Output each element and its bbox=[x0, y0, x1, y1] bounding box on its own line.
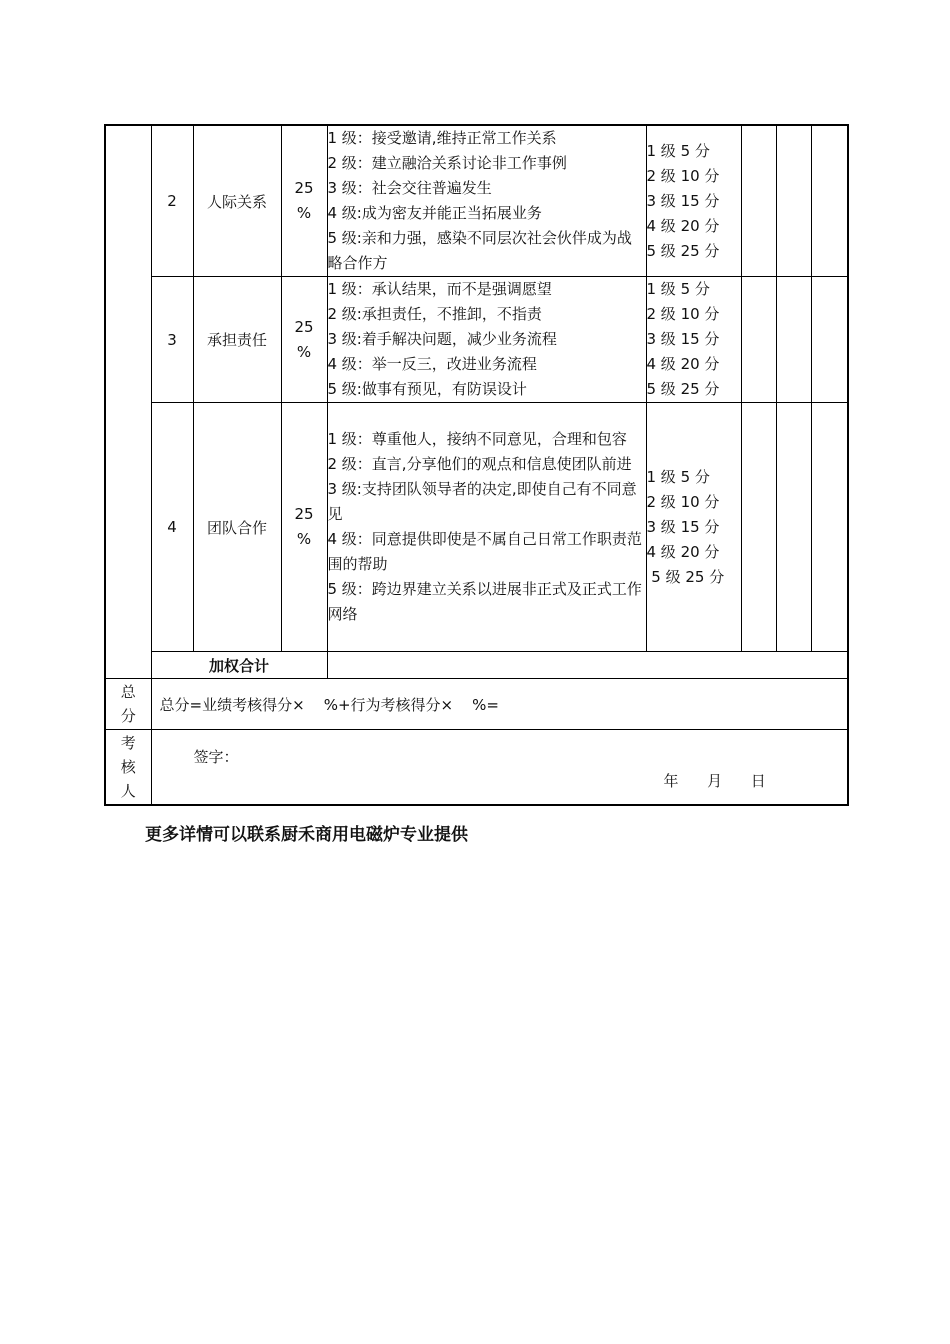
row-number: 2 bbox=[151, 125, 193, 277]
signature-cell bbox=[151, 730, 848, 806]
level-text: 4 级:成为密友并能正当拓展业务 bbox=[327, 204, 542, 222]
weight-unit: % bbox=[296, 204, 312, 222]
weighted-total-value bbox=[327, 652, 848, 679]
blank-score-cell bbox=[776, 403, 811, 652]
level-text: 3 级:着手解决问题，减少业务流程 bbox=[327, 330, 557, 348]
signature-label: 签字： bbox=[193, 748, 239, 766]
weight-value: 25 bbox=[294, 317, 314, 336]
score-text: 4 级 20 分 bbox=[646, 355, 720, 373]
level-text: 1 级：承认结果，而不是强调愿望 bbox=[327, 280, 552, 298]
blank-score-cell bbox=[776, 125, 811, 277]
level-text: 1 级：尊重他人，接纳不同意见，合理和包容 bbox=[327, 430, 627, 448]
score-scale bbox=[646, 403, 741, 652]
footer-note: 更多详情可以联系厨禾商用电磁炉专业提供 bbox=[145, 825, 468, 845]
weighted-total-label: 加权合计 bbox=[151, 652, 327, 679]
score-text: 3 级 15 分 bbox=[646, 517, 720, 536]
score-text: 1 级 5 分 bbox=[646, 280, 710, 298]
category-cell bbox=[105, 125, 151, 679]
item-name: 人际关系 bbox=[193, 125, 281, 277]
blank-score-cell bbox=[811, 403, 848, 652]
score-text: 1 级 5 分 bbox=[646, 141, 710, 160]
score-text: 2 级 10 分 bbox=[646, 305, 720, 323]
level-text: 3 级：社会交往普遍发生 bbox=[327, 179, 492, 197]
weight-cell bbox=[281, 125, 327, 277]
blank-score-cell bbox=[741, 403, 776, 652]
score-text: 3 级 15 分 bbox=[646, 330, 720, 348]
level-text: 5 级:做事有预见，有防误设计 bbox=[327, 380, 527, 398]
score-text: 4 级 20 分 bbox=[646, 542, 720, 561]
level-text: 3 级:支持团队领导者的决定,即使自己有不同意见 bbox=[327, 480, 637, 523]
level-text: 4 级：举一反三，改进业务流程 bbox=[327, 355, 537, 373]
weighted-total-row bbox=[105, 652, 848, 679]
score-text: 5 级 25 分 bbox=[646, 567, 725, 586]
score-text: 1 级 5 分 bbox=[646, 467, 710, 486]
signature-date: 年 月 日 bbox=[663, 772, 766, 790]
blank-score-cell bbox=[776, 277, 811, 403]
score-text: 4 级 20 分 bbox=[646, 216, 720, 235]
item-name: 承担责任 bbox=[193, 277, 281, 403]
reviewer-label-char: 考 bbox=[120, 734, 136, 752]
behavior-assessment-table bbox=[104, 124, 849, 806]
level-text: 1 级：接受邀请,维持正常工作关系 bbox=[327, 129, 557, 147]
blank-score-cell bbox=[811, 277, 848, 403]
blank-score-cell bbox=[811, 125, 848, 277]
total-formula-cell bbox=[151, 679, 848, 730]
weight-cell bbox=[281, 403, 327, 652]
total-score-row bbox=[105, 679, 848, 730]
score-scale bbox=[646, 277, 741, 403]
table-row bbox=[105, 403, 848, 652]
reviewer-label-char: 人 bbox=[120, 782, 136, 800]
table-row bbox=[105, 277, 848, 403]
score-text: 2 级 10 分 bbox=[646, 166, 720, 185]
level-text: 2 级:承担责任，不推卸，不指责 bbox=[327, 305, 542, 323]
weight-value: 25 bbox=[294, 505, 314, 523]
level-descriptions bbox=[327, 403, 646, 652]
item-name: 团队合作 bbox=[193, 403, 281, 652]
total-label-cell bbox=[105, 679, 151, 730]
level-descriptions bbox=[327, 277, 646, 403]
table-row bbox=[105, 125, 848, 277]
reviewer-label-cell bbox=[105, 730, 151, 806]
score-text: 2 级 10 分 bbox=[646, 492, 720, 511]
total-label-char: 分 bbox=[120, 707, 136, 725]
weight-unit: % bbox=[296, 530, 312, 548]
total-label-char: 总 bbox=[120, 683, 136, 701]
blank-score-cell bbox=[741, 277, 776, 403]
weight-unit: % bbox=[296, 342, 312, 361]
level-text: 4 级：同意提供即使是不属自己日常工作职责范围的帮助 bbox=[327, 530, 642, 573]
level-text: 2 级：建立融洽关系讨论非工作事例 bbox=[327, 154, 567, 172]
level-text: 5 级:亲和力强，感染不同层次社会伙伴成为战略合作方 bbox=[327, 229, 632, 272]
level-text: 2 级：直言,分享他们的观点和信息使团队前进 bbox=[327, 455, 632, 473]
score-scale bbox=[646, 125, 741, 277]
level-descriptions bbox=[327, 125, 646, 277]
reviewer-row bbox=[105, 730, 848, 806]
score-text: 3 级 15 分 bbox=[646, 191, 720, 210]
level-text: 5 级：跨边界建立关系以进展非正式及正式工作网络 bbox=[327, 580, 642, 623]
reviewer-label-char: 核 bbox=[120, 758, 136, 776]
score-text: 5 级 25 分 bbox=[646, 241, 720, 260]
row-number: 4 bbox=[151, 403, 193, 652]
weight-value: 25 bbox=[294, 179, 314, 197]
score-text: 5 级 25 分 bbox=[646, 380, 720, 398]
blank-score-cell bbox=[741, 125, 776, 277]
row-number: 3 bbox=[151, 277, 193, 403]
total-formula: 总分=业绩考核得分× %+行为考核得分× %= bbox=[159, 695, 499, 714]
weight-cell bbox=[281, 277, 327, 403]
